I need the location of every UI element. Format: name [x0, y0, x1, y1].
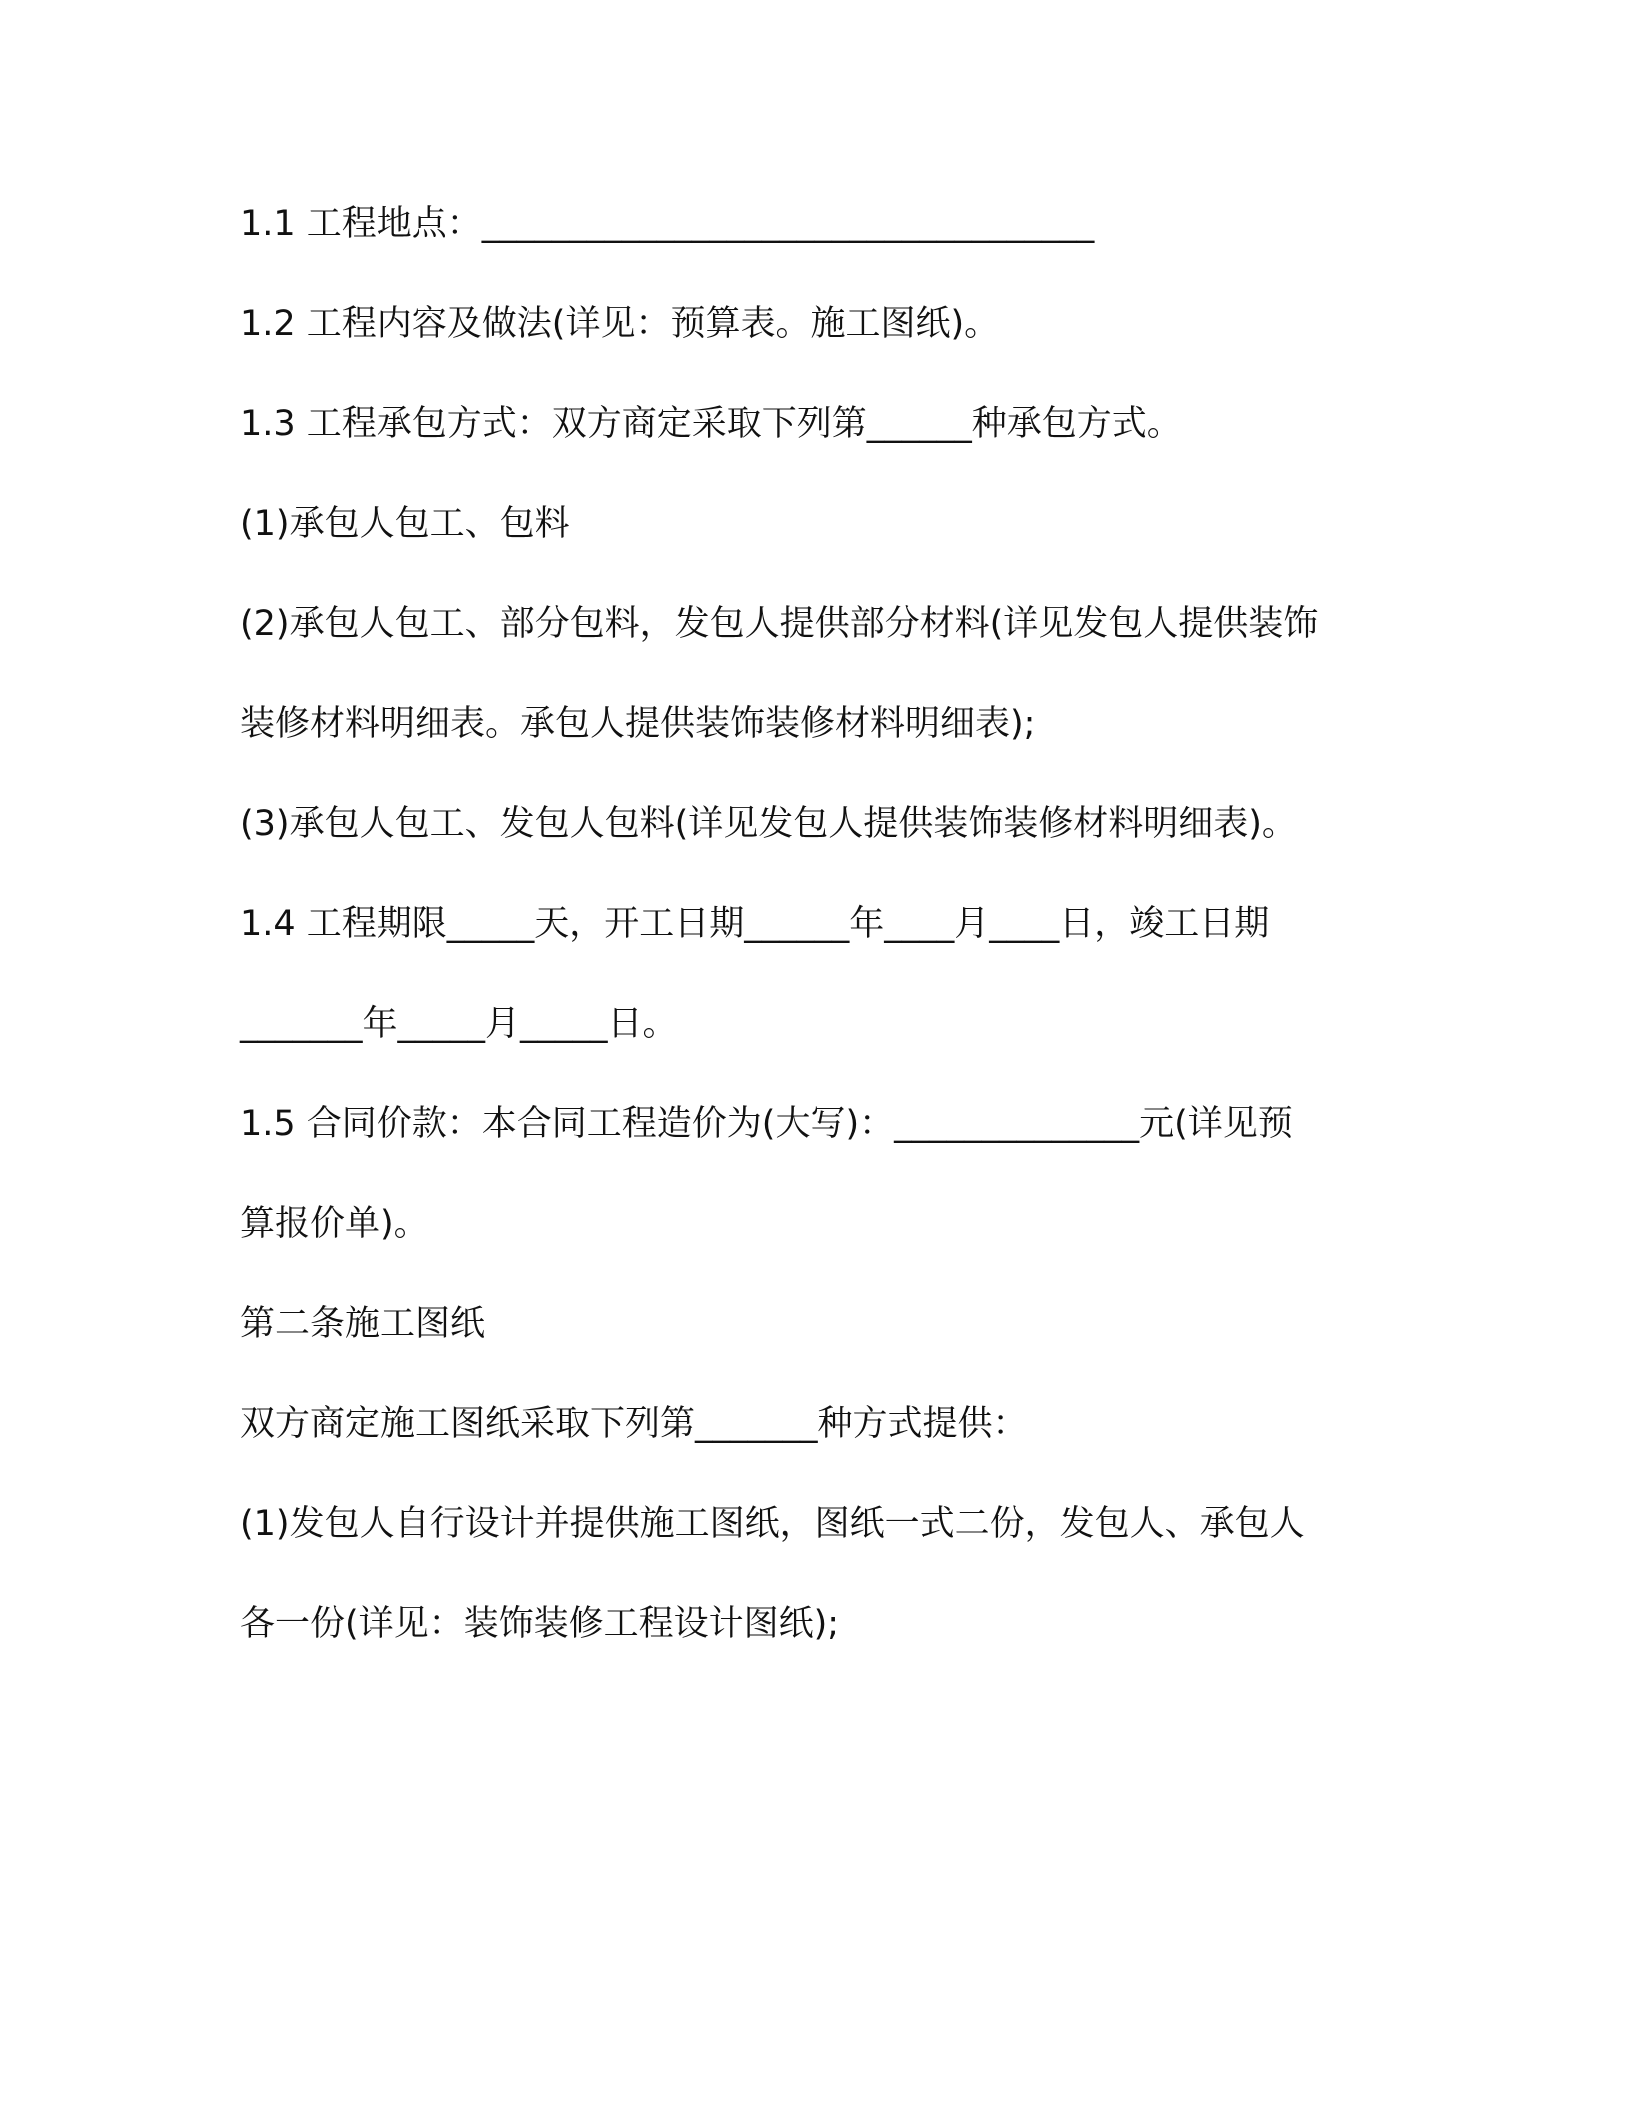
article-2-option-1: (1)发包人自行设计并提供施工图纸，图纸一式二份，发包人、承包人	[240, 1504, 1305, 1544]
option-3-client-materials: (3)承包人包工、发包人包料(详见发包人提供装饰装修材料明细表)。	[240, 804, 1297, 844]
option-2-partial-materials: (2)承包人包工、部分包料，发包人提供部分材料(详见发包人提供装饰	[240, 604, 1319, 644]
article-2-heading: 第二条施工图纸	[240, 1304, 486, 1344]
option-2-continuation: 装修材料明细表。承包人提供装饰装修材料明细表);	[240, 704, 1036, 744]
clause-1-2-project-content: 1.2 工程内容及做法(详见：预算表。施工图纸)。	[240, 304, 1000, 344]
clause-1-1-project-location: 1.1 工程地点：___________________________________	[240, 204, 1095, 244]
clause-1-4-project-duration: 1.4 工程期限_____天，开工日期______年____月____日，竣工日期	[240, 904, 1270, 944]
option-1-labor-and-materials: (1)承包人包工、包料	[240, 504, 570, 544]
clause-1-5-continuation: 算报价单)。	[240, 1204, 429, 1244]
article-2-drawing-method: 双方商定施工图纸采取下列第_______种方式提供：	[240, 1404, 1028, 1444]
clause-1-5-contract-price: 1.5 合同价款：本合同工程造价为(大写)：______________元(详见预	[240, 1104, 1293, 1144]
clause-1-4-completion-date: _______年_____月_____日。	[240, 1004, 678, 1044]
clause-1-3-contract-method: 1.3 工程承包方式：双方商定采取下列第______种承包方式。	[240, 404, 1182, 444]
article-2-option-1-continuation: 各一份(详见：装饰装修工程设计图纸);	[240, 1604, 840, 1644]
